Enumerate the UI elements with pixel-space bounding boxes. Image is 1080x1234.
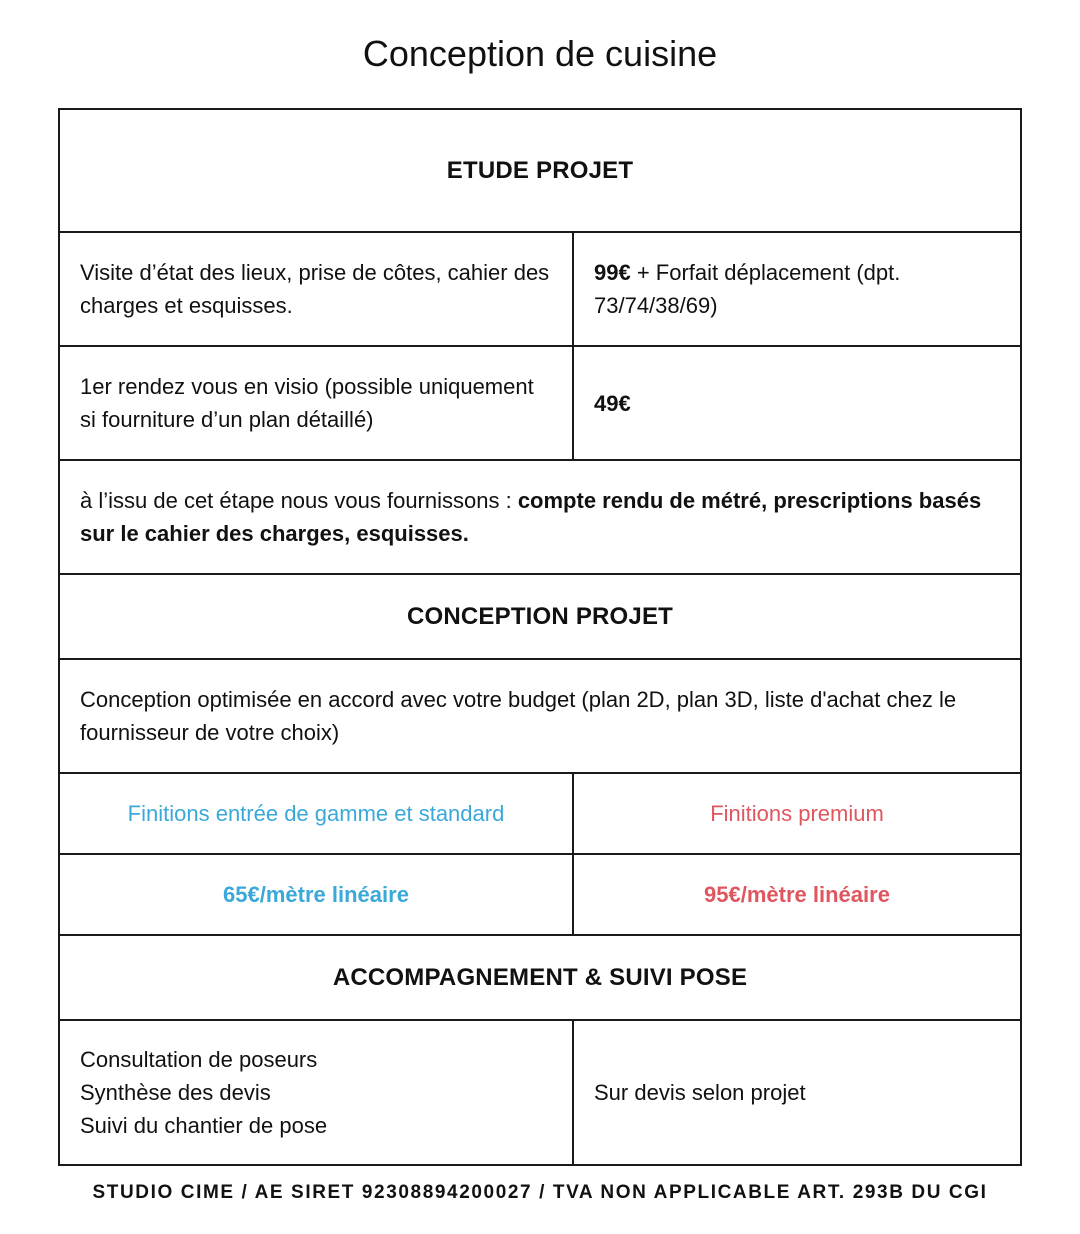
premium-finish-label: Finitions premium [710, 801, 884, 826]
visio-description: 1er rendez vous en visio (possible uniquement si fourniture d’un plan détaillé) [80, 374, 534, 432]
page-title: Conception de cuisine [362, 33, 718, 74]
list-item: Consultation de poseurs [80, 1047, 318, 1072]
etude-outcome-row [60, 459, 1020, 573]
etude-visit-row [60, 231, 1020, 345]
etude-visio-row [60, 345, 1020, 459]
accompagnement-list [80, 1043, 327, 1142]
outcome-deliverables: compte rendu de métré, prescriptions basés sur le cahier des charges, esquisses. [80, 488, 982, 546]
conception-description-row [60, 658, 1020, 772]
accompagnement-heading: ACCOMPAGNEMENT & SUIVI POSE [332, 963, 748, 991]
list-item: Suivi du chantier de pose [80, 1113, 328, 1138]
pricing-table [58, 108, 1022, 1166]
list-item: Synthèse des devis [80, 1080, 271, 1105]
accompagnement-heading-row [60, 934, 1020, 1019]
conception-description: Conception optimisée en accord avec votre budget (plan 2D, plan 3D, liste d'achat chez le fournisseur de votre choix) [80, 687, 957, 745]
visit-price [594, 256, 1000, 322]
conception-heading: CONCEPTION PROJET [406, 602, 674, 630]
outcome-text [80, 484, 1000, 550]
visit-price-amount: 99€ [594, 260, 631, 285]
etude-heading: ETUDE PROJET [446, 156, 634, 184]
standard-finish-price: 65€/mètre linéaire [223, 882, 409, 907]
visit-price-travel: + Forfait déplacement (dpt. 73/74/38/69) [594, 260, 901, 318]
premium-finish-price: 95€/mètre linéaire [704, 882, 890, 907]
finitions-label-row [60, 772, 1020, 853]
accompagnement-detail-row [60, 1019, 1020, 1164]
finitions-price-row [60, 853, 1020, 934]
accompagnement-price: Sur devis selon projet [594, 1080, 806, 1105]
etude-heading-row [60, 110, 1020, 231]
visio-price: 49€ [594, 390, 631, 416]
outcome-intro: à l’issu de cet étape nous vous fournissons : [80, 488, 518, 513]
footer-legal: STUDIO CIME / AE SIRET 92308894200027 / TVA NON APPLICABLE ART. 293B DU CGI [92, 1182, 988, 1203]
standard-finish-label: Finitions entrée de gamme et standard [127, 801, 505, 826]
visit-description: Visite d’état des lieux, prise de côtes, cahier des charges et esquisses. [80, 260, 550, 318]
conception-heading-row [60, 573, 1020, 658]
